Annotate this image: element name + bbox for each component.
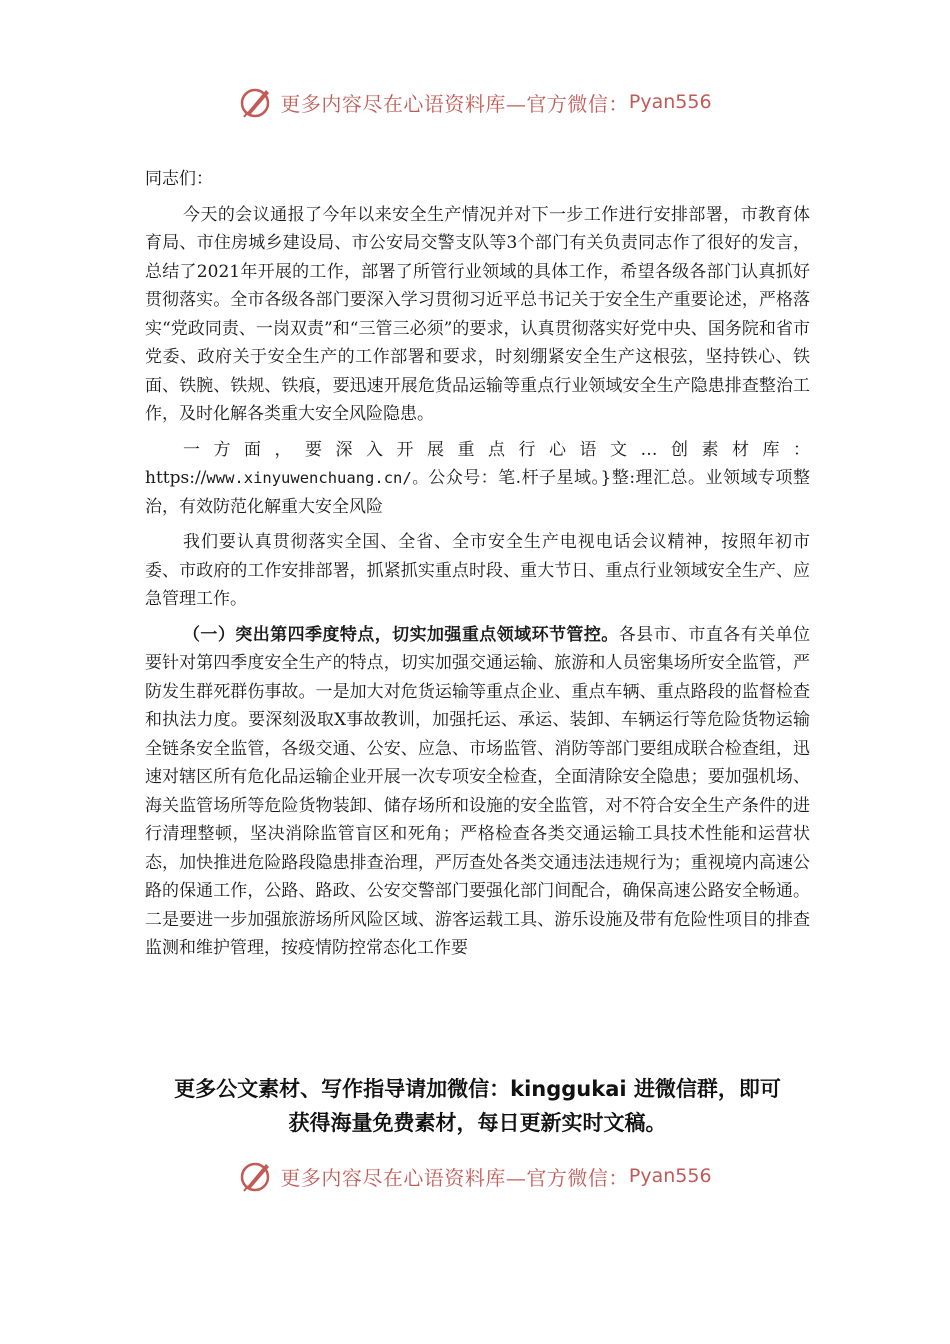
paragraph-2-part-c: 公众号：笔.杆子星域。}整:理汇总。业领域专项整治，有效防范化解重大安全风险 [145, 468, 810, 517]
footer-banner [0, 1156, 950, 1196]
paragraph-2 [145, 436, 810, 522]
header-banner [0, 82, 950, 122]
paragraph-1: 今天的会议通报了今年以来安全生产情况并对下一步工作进行安排部署，市教育体育局、市住房城乡建设局、市公安局交警支队等3个部门有关负责同志作了很好的发言，总结了2021年开展的工作，部署了所管行业领域的具体工作，希望各级各部门认真抓好贯彻落实。全市各级各部门要深入学习贯彻习近平总书记关于安全生产重要论述，严格落实“党政同责、一岗双责”和“三管三必须”的要求，认真贯彻落实好党中央、国务院和省市党委、政府关于安全生产的工作部署和要求，时刻绷紧安全生产这根弦，坚持铁心、铁面、铁腕、铁规、铁痕，要迅速开展危货品运输等重点行业领域安全生产隐患排查整治工作，及时化解各类重大安全风险隐患。 [145, 204, 810, 424]
quill-logo-icon [238, 84, 274, 120]
paragraph-4 [145, 621, 810, 963]
paragraph-3: 我们要认真贯彻落实全国、全省、全市安全生产电视电话会议精神，按照年初市委、市政府的工作安排部署，抓紧抓实重点时段、重大节日、重点行业领域安全生产、应急管理工作。 [145, 532, 810, 609]
paragraph-2-url: www.xinyuwenchuang.cn/。 [206, 469, 429, 487]
promo-line-2: 获得海量免费素材，每日更新实时文稿。 [288, 1111, 667, 1135]
banner-text: 更多内容尽在心语资料库—官方微信： [280, 91, 629, 116]
section-heading: （一）突出第四季度特点，切实加强重点领域环节管控。 [183, 624, 619, 645]
salutation: 同志们： [145, 169, 213, 189]
document-body [145, 165, 810, 963]
quill-logo-icon [238, 1158, 274, 1194]
paragraph-4-body: 各县市、市直各有关单位要针对第四季度安全生产的特点，切实加强交通运输、旅游和人员密集场所安全监管，严防发生群死群伤事故。一是加大对危货运输等重点企业、重点车辆、重点路段的监督检查和执法力度。要深刻汲取X事故教训，加强托运、承运、装卸、车辆运行等危险货物运输全链条安全监管，各级交通、公安、应急、市场监管、消防等部门要组成联合检查组，迅速对辖区所有危化品运输企业开展一次专项安全检查，全面清除安全隐患；要加强机场、海关监管场所等危险货物装卸、储存场所和设施的安全监管，对不符合安全生产条件的进行清理整顿，坚决消除监管盲区和死角；严格检查各类交通运输工具技术性能和运营状态，加快推进危险路段隐患排查治理，严厉查处各类交通违法违规行为；重视境内高速公路的保通工作，公路、路政、公安交警部门要强化部门间配合，确保高速公路安全畅通。二是要进一步加强旅游场所风险区域、游客运载工具、游乐设施及带有危险性项目的排查监测和维护管理，按疫情防控常态化工作要 [145, 624, 811, 958]
promo-block [145, 1072, 810, 1140]
banner-text: 更多内容尽在心语资料库—官方微信： [280, 1165, 629, 1190]
banner-brand: Pyan556 [628, 1165, 712, 1187]
paragraph-2-part-a: 一方面，要深入开展重点行心语文…创素材库：https:// [145, 439, 810, 488]
promo-line-1: 更多公文素材、写作指导请加微信：kinggukai 进微信群，即可 [174, 1077, 781, 1101]
banner-brand: Pyan556 [628, 91, 712, 113]
